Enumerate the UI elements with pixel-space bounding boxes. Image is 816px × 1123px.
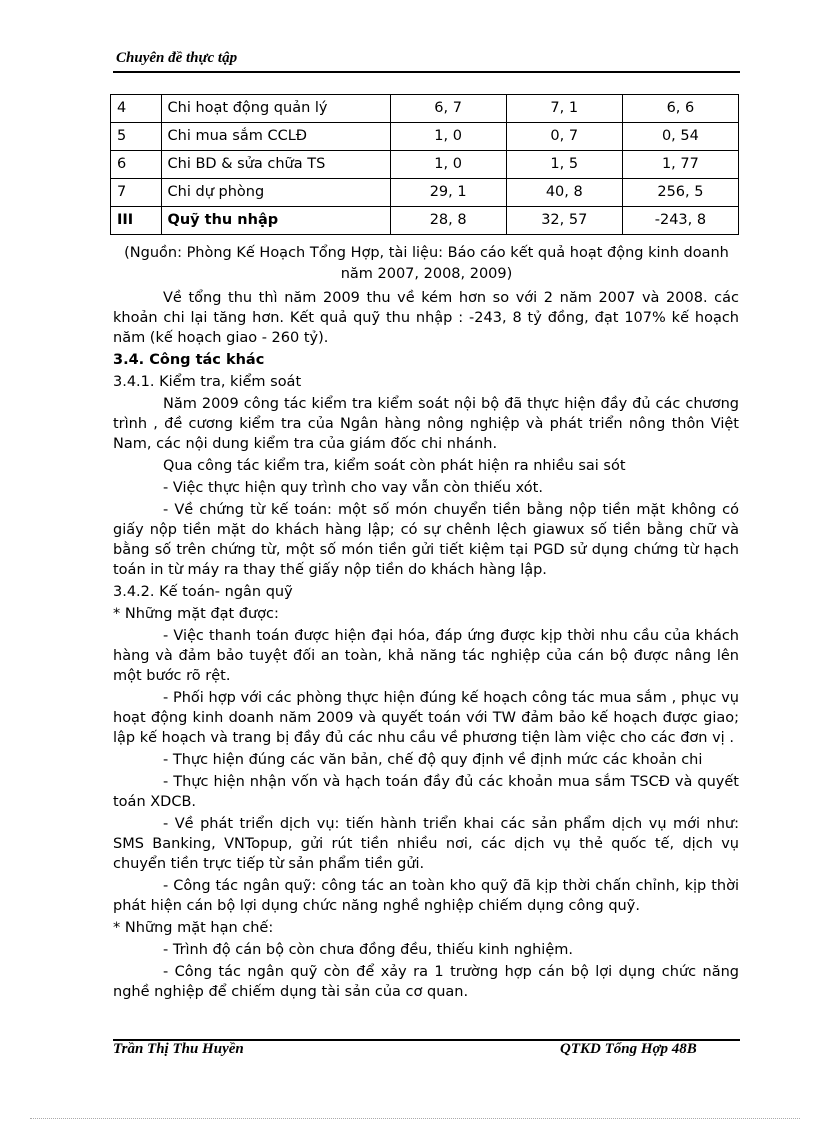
subsection-heading: 3.4.2. Kế toán- ngân quỹ [113,584,293,600]
table-row-total [111,207,739,235]
row-label: Quỹ thu nhập [161,207,390,235]
table-row [111,179,739,207]
row-index: 7 [111,179,162,207]
row-index: 5 [111,123,162,151]
subsection-heading: 3.4.1. Kiểm tra, kiểm soát [113,374,302,390]
table-row [111,123,739,151]
value-2007: 6, 7 [390,95,506,123]
section-heading: 3.4. Công tác khác [113,352,265,368]
value-2008: 7, 1 [506,95,622,123]
footer-class: QTKD Tổng Hợp 48B [560,1041,697,1057]
document-body [113,288,739,1004]
value-2008: 32, 57 [506,207,622,235]
list-heading: * Những mặt đạt được: [113,606,279,622]
row-label: Chi dự phòng [161,179,390,207]
list-heading: * Những mặt hạn chế: [113,920,274,936]
bullet-item: - Việc thanh toán được hiện đại hóa, đáp ứng được kịp thời nhu cầu của khách hàng và đảm bảo tuyệt đối an toàn, khả năng tác nghiệp của cán bộ được nâng lên một bước rõ rệt. [113,628,739,684]
row-index: 6 [111,151,162,179]
table-row [111,151,739,179]
table-row [111,95,739,123]
row-index: 4 [111,95,162,123]
bullet-item: - Trình độ cán bộ còn chưa đồng đều, thiếu kinh nghiệm. [163,942,573,958]
bullet-item: - Việc thực hiện quy trình cho vay vẫn còn thiếu xót. [163,480,543,496]
paragraph: Qua công tác kiểm tra, kiểm soát còn phát hiện ra nhiều sai sót [163,458,626,474]
bullet-item: - Công tác ngân quỹ còn để xảy ra 1 trường hợp cán bộ lợi dụng chức năng nghề nghiệp để chiếm dụng tài sản của cơ quan. [113,964,739,1000]
row-label: Chi hoạt động quản lý [161,95,390,123]
value-2007: 1, 0 [390,151,506,179]
bullet-item: - Thực hiện đúng các văn bản, chế độ quy định về định mức các khoản chi [163,752,703,768]
source-line-1: (Nguồn: Phòng Kế Hoạch Tổng Hợp, tài liệu: Báo cáo kết quả hoạt động kinh doanh [124,245,729,261]
value-2007: 28, 8 [390,207,506,235]
bullet-item: - Thực hiện nhận vốn và hạch toán đầy đủ các khoản mua sắm TSCĐ và quyết toán XDCB. [113,774,739,810]
row-index: III [111,207,162,235]
value-2007: 1, 0 [390,123,506,151]
paragraph: Về tổng thu thì năm 2009 thu về kém hơn so với 2 năm 2007 và 2008. các khoản chi lại tăng hơn. Kết quả quỹ thu nhập : -243, 8 tỷ đồng, đạt 107% kế hoạch năm (kế hoạch giao - 260 tỷ). [113,290,739,346]
bullet-item: - Về phát triển dịch vụ: tiến hành triển khai các sản phẩm dịch vụ mới như: SMS Banking, VNTopup, gửi rút tiền nhiều nơi, các dịch vụ thẻ quốc tế, dịch vụ chuyển tiền trực tiếp từ sản phẩm tiền gửi. [113,816,739,872]
row-label: Chi mua sắm CCLĐ [161,123,390,151]
value-2008: 0, 7 [506,123,622,151]
page-header-title: Chuyên đề thực tập [116,50,238,66]
value-2008: 40, 8 [506,179,622,207]
page-edge [30,1118,800,1119]
value-2007: 29, 1 [390,179,506,207]
table-source-note [113,243,740,285]
bullet-item: - Phối hợp với các phòng thực hiện đúng kế hoạch công tác mua sắm , phục vụ hoạt động kinh doanh năm 2009 và quyết toán với TW đảm bảo kế hoạch được giao; lập kế hoạch và trang bị đầy đủ các nhu cầu về phương tiện làm việc cho các đơn vị . [113,690,739,746]
value-2009: 256, 5 [622,179,738,207]
bullet-item: - Về chứng từ kế toán: một số món chuyển tiền bằng nộp tiền mặt không có giấy nộp tiền mặt do khách hàng lập; có sự chênh lệch giawux số tiền bằng chữ và bằng số trên chứng từ, một số món tiền gửi tiết kiệm tại PGD sử dụng chứng từ hạch toán in từ máy ra thay thế giấy nộp tiền do khách hàng lập. [113,502,739,578]
row-label: Chi BD & sửa chữa TS [161,151,390,179]
value-2009: 1, 77 [622,151,738,179]
budget-table [110,94,739,235]
source-line-2: năm 2007, 2008, 2009) [340,266,513,282]
value-2009: 6, 6 [622,95,738,123]
value-2009: 0, 54 [622,123,738,151]
bullet-item: - Công tác ngân quỹ: công tác an toàn kho quỹ đã kịp thời chấn chỉnh, kịp thời phát hiện cán bộ lợi dụng chức năng nghề nghiệp chiếm dụng công quỹ. [113,878,739,914]
header-rule [113,71,740,73]
footer-author: Trần Thị Thu Huyền [113,1041,244,1057]
paragraph: Năm 2009 công tác kiểm tra kiểm soát nội bộ đã thực hiện đầy đủ các chương trình , đề cương kiểm tra của Ngân hàng nông nghiệp và phát triển nông thôn Việt Nam, các nội dung kiểm tra của giám đốc chi nhánh. [113,396,739,452]
value-2008: 1, 5 [506,151,622,179]
value-2009: -243, 8 [622,207,738,235]
